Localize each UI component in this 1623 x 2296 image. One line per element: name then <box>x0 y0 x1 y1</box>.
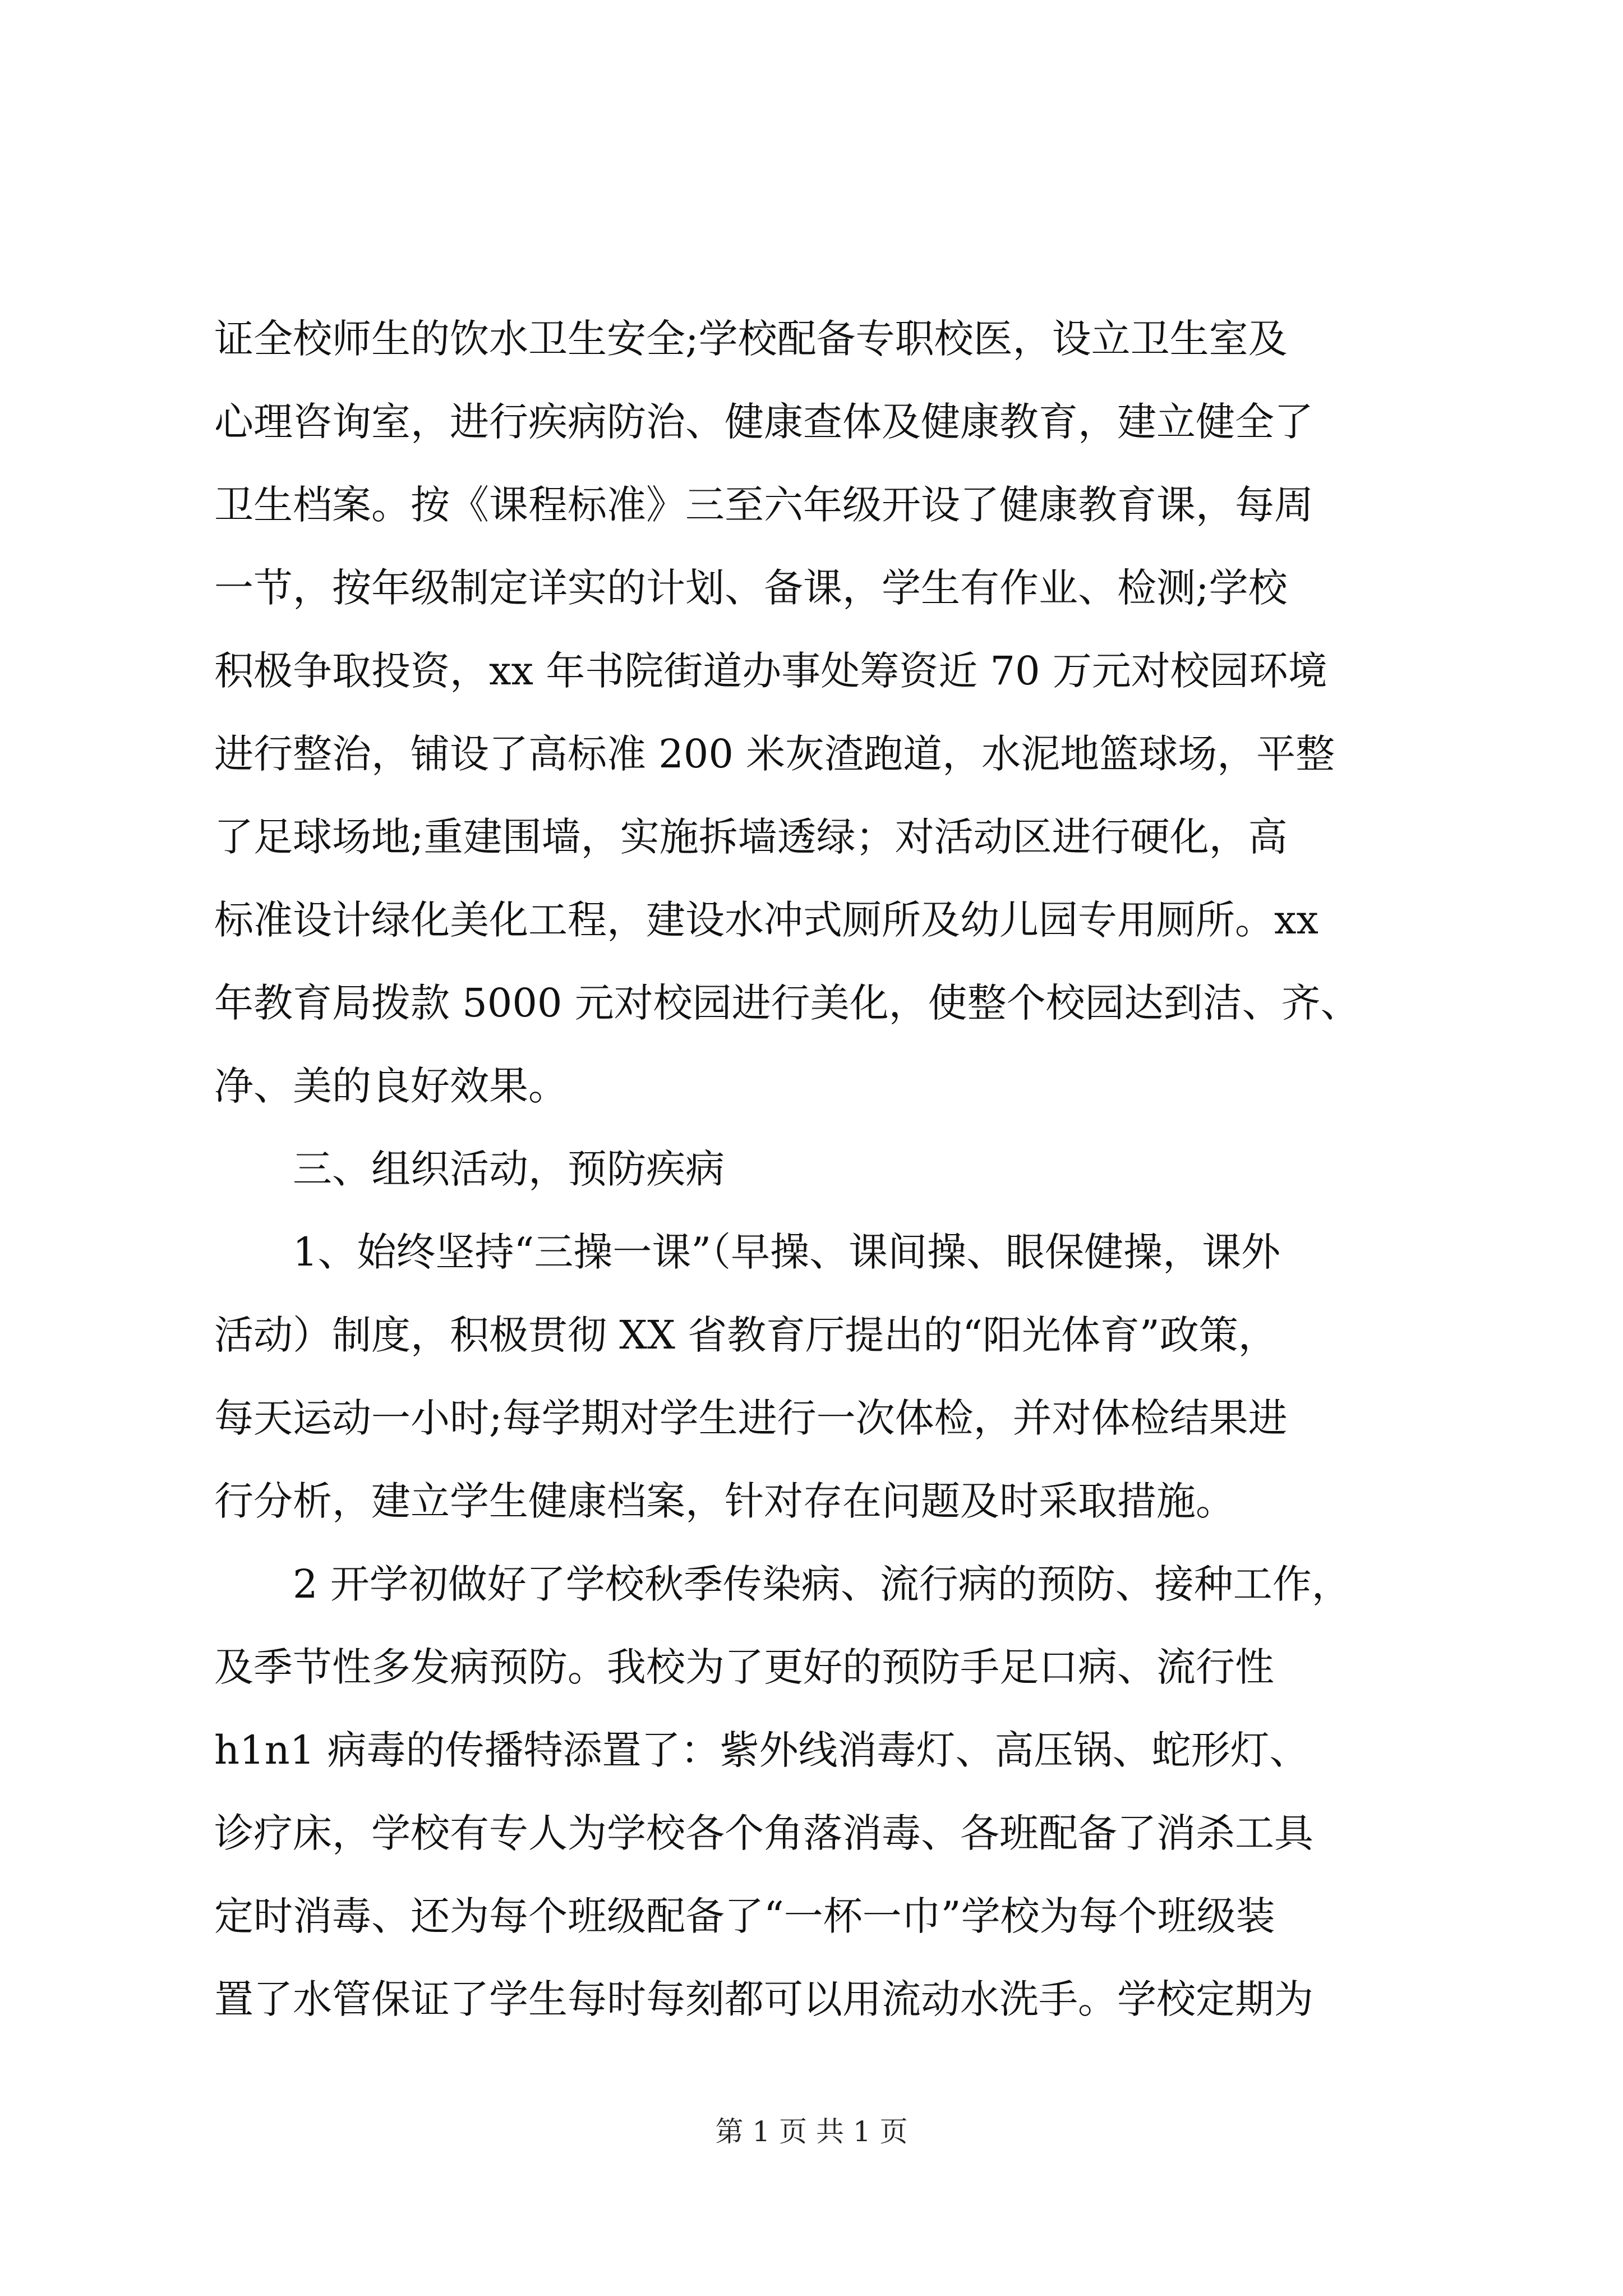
text-line-9: 年教育局拨款 5000 元对校园进行美化，使整个校园达到洁、齐、 <box>214 980 1360 1026</box>
text-line-15: 行分析，建立学生健康档案，针对存在问题及时采取措施。 <box>214 1478 1235 1524</box>
text-line-14: 每天运动一小时;每学期对学生进行一次体检，并对体检结果进 <box>214 1395 1288 1441</box>
text-line-12: 1、始终坚持“三操一课”（早操、课间操、眼保健操，课外 <box>214 1229 1281 1275</box>
page-footer: 第 1 页 共 1 页 <box>715 2115 908 2148</box>
text-line-18: h1n1 病毒的传播特添置了：紫外线消毒灯、高压锅、蛇形灯、 <box>214 1727 1309 1773</box>
text-line-2: 心理咨询室，进行疾病防治、健康查体及健康教育，建立健全了 <box>214 399 1313 445</box>
text-line-16: 2 开学初做好了学校秋季传染病、流行病的预防、接种工作， <box>214 1561 1351 1607</box>
section-heading: 三、组织活动，预防疾病 <box>214 1146 725 1192</box>
text-line-21: 置了水管保证了学生每时每刻都可以用流动水洗手。学校定期为 <box>214 1976 1313 2022</box>
text-line-17: 及季节性多发病预防。我校为了更好的预防手足口病、流行性 <box>214 1644 1274 1690</box>
text-line-3: 卫生档案。按《课程标准》三至六年级开设了健康教育课，每周 <box>214 482 1313 528</box>
body-text <box>214 297 1414 2041</box>
text-line-4: 一节，按年级制定详实的计划、备课，学生有作业、检测;学校 <box>214 565 1288 611</box>
text-line-1: 证全校师生的饮水卫生安全;学校配备专职校医，设立卫生室及 <box>214 316 1288 362</box>
text-line-19: 诊疗床，学校有专人为学校各个角落消毒、各班配备了消杀工具 <box>214 1810 1313 1856</box>
text-line-10: 净、美的良好效果。 <box>214 1063 568 1109</box>
text-line-8: 标准设计绿化美化工程，建设水冲式厕所及幼儿园专用厕所。xx <box>214 897 1318 943</box>
text-line-5: 积极争取投资，xx 年书院街道办事处筹资近 70 万元对校园环境 <box>214 648 1327 694</box>
text-line-7: 了足球场地;重建围墙，实施拆墙透绿；对活动区进行硬化，高 <box>214 814 1288 860</box>
text-line-13: 活动）制度，积极贯彻 XX 省教育厅提出的“阳光体育”政策， <box>214 1312 1278 1358</box>
text-line-20: 定时消毒、还为每个班级配备了“一杯一巾”学校为每个班级装 <box>214 1893 1275 1939</box>
text-line-6: 进行整治，铺设了高标准 200 米灰渣跑道，水泥地篮球场，平整 <box>214 731 1335 777</box>
